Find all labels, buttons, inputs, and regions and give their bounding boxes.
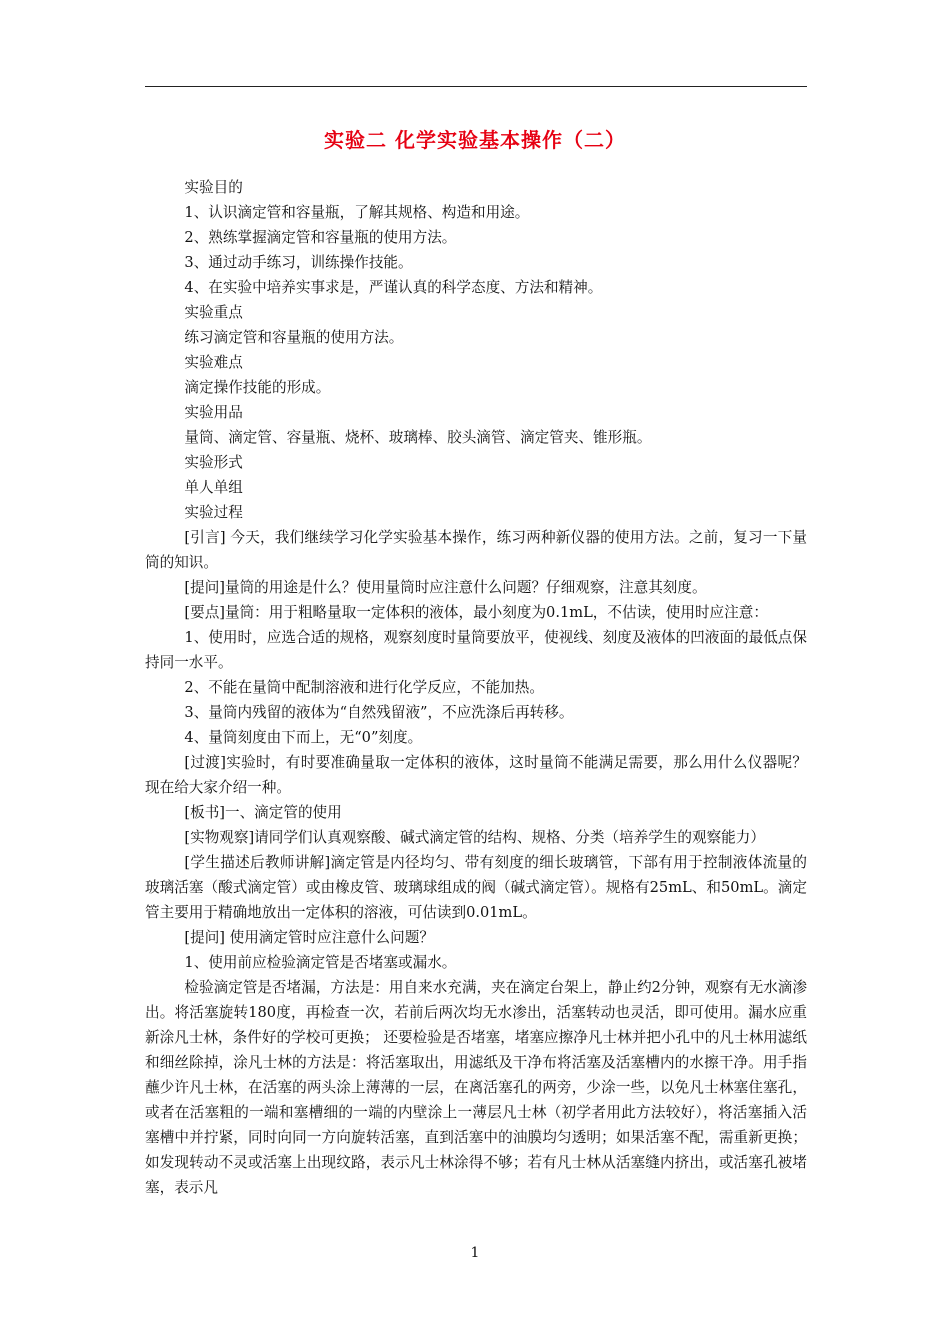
paragraph: 2、不能在量筒中配制溶液和进行化学反应，不能加热。 — [184, 679, 544, 696]
paragraph: 1、使用时，应选合适的规格，观察刻度时量筒要放平，使视线、刻度及液体的凹液面的最低点保持同一水平。 — [145, 629, 807, 671]
page-number: 1 — [470, 1245, 480, 1261]
paragraph: 量筒、滴定管、容量瓶、烧杯、玻璃棒、胶头滴管、滴定管夹、锥形瓶。 — [184, 429, 652, 446]
paragraph: 实验目的 — [184, 179, 243, 196]
paragraph: 单人单组 — [184, 479, 243, 496]
paragraph: 实验用品 — [184, 404, 243, 421]
paragraph: [实物观察]请同学们认真观察酸、碱式滴定管的结构、规格、分类（培养学生的观察能力） — [184, 829, 765, 846]
document-title: 实验二 化学实验基本操作（二） — [324, 128, 626, 152]
paragraph: 4、量筒刻度由下而上，无“0”刻度。 — [184, 729, 423, 746]
paragraph: 滴定操作技能的形成。 — [184, 379, 331, 396]
paragraph: [学生描述后教师讲解]滴定管是内径均匀、带有刻度的细长玻璃管，下部有用于控制液体流量的玻璃活塞（酸式滴定管）或由橡皮管、玻璃球组成的阀（碱式滴定管）。规格有25mL、和50mL。滴定管主要用于精确地放出一定体积的溶液，可估读到0.01mL。 — [145, 854, 807, 921]
paragraph: [引言] 今天，我们继续学习化学实验基本操作，练习两种新仪器的使用方法。之前，复习一下量筒的知识。 — [145, 529, 807, 571]
paragraph: 1、使用前应检验滴定管是否堵塞或漏水。 — [184, 954, 457, 971]
paragraph: [提问]量筒的用途是什么？使用量筒时应注意什么问题？仔细观察，注意其刻度。 — [184, 579, 707, 596]
paragraph: [板书]一、滴定管的使用 — [184, 804, 342, 821]
paragraph: 3、量筒内残留的液体为“自然残留液”，不应洗涤后再转移。 — [184, 704, 574, 721]
paragraph: [过渡]实验时，有时要准确量取一定体积的液体，这时量筒不能满足需要，那么用什么仪器呢？现在给大家介绍一种。 — [145, 754, 807, 796]
paragraph: 3、通过动手练习，训练操作技能。 — [184, 254, 413, 271]
paragraph: 2、熟练掌握滴定管和容量瓶的使用方法。 — [184, 229, 457, 246]
paragraph: [提问] 使用滴定管时应注意什么问题？ — [184, 929, 434, 946]
paragraph: 实验重点 — [184, 304, 243, 321]
paragraph: 4、在实验中培养实事求是，严谨认真的科学态度、方法和精神。 — [184, 279, 603, 296]
paragraph: 练习滴定管和容量瓶的使用方法。 — [184, 329, 404, 346]
header-rule — [145, 86, 807, 87]
paragraph: 实验形式 — [184, 454, 243, 471]
paragraph: 检验滴定管是否堵漏，方法是：用自来水充满，夹在滴定台架上，静止约2分钟，观察有无水滴渗出。将活塞旋转180度，再检查一次，若前后两次均无水渗出，活塞转动也灵活，即可使用。漏水应重新涂凡士林，条件好的学校可更换； 还要检验是否堵塞，堵塞应擦净凡士林并把小孔中的凡士林用滤纸和细丝除掉，涂凡士林的方法是：将活塞取出，用滤纸及干净布将活塞及活塞槽内的水擦干净。用手指蘸少许凡士林，在活塞的两头涂上薄薄的一层，在离活塞孔的两旁，少涂一些，以免凡士林塞住塞孔，或者在活塞粗的一端和塞槽细的一端的内壁涂上一薄层凡士林（初学者用此方法较好），将活塞插入活塞槽中并拧紧，同时向同一方向旋转活塞，直到活塞中的油膜均匀透明；如果活塞不配，需重新更换；如发现转动不灵或活塞上出现纹路，表示凡士林涂得不够；若有凡士林从活塞缝内挤出，或活塞孔被堵塞，表示凡 — [145, 979, 807, 1196]
paragraph: 实验过程 — [184, 504, 243, 521]
paragraph: [要点]量筒：用于粗略量取一定体积的液体，最小刻度为0.1mL，不估读，使用时应注意： — [184, 604, 768, 621]
document-body — [145, 175, 807, 1200]
paragraph: 1、认识滴定管和容量瓶，了解其规格、构造和用途。 — [184, 204, 530, 221]
paragraph: 实验难点 — [184, 354, 243, 371]
